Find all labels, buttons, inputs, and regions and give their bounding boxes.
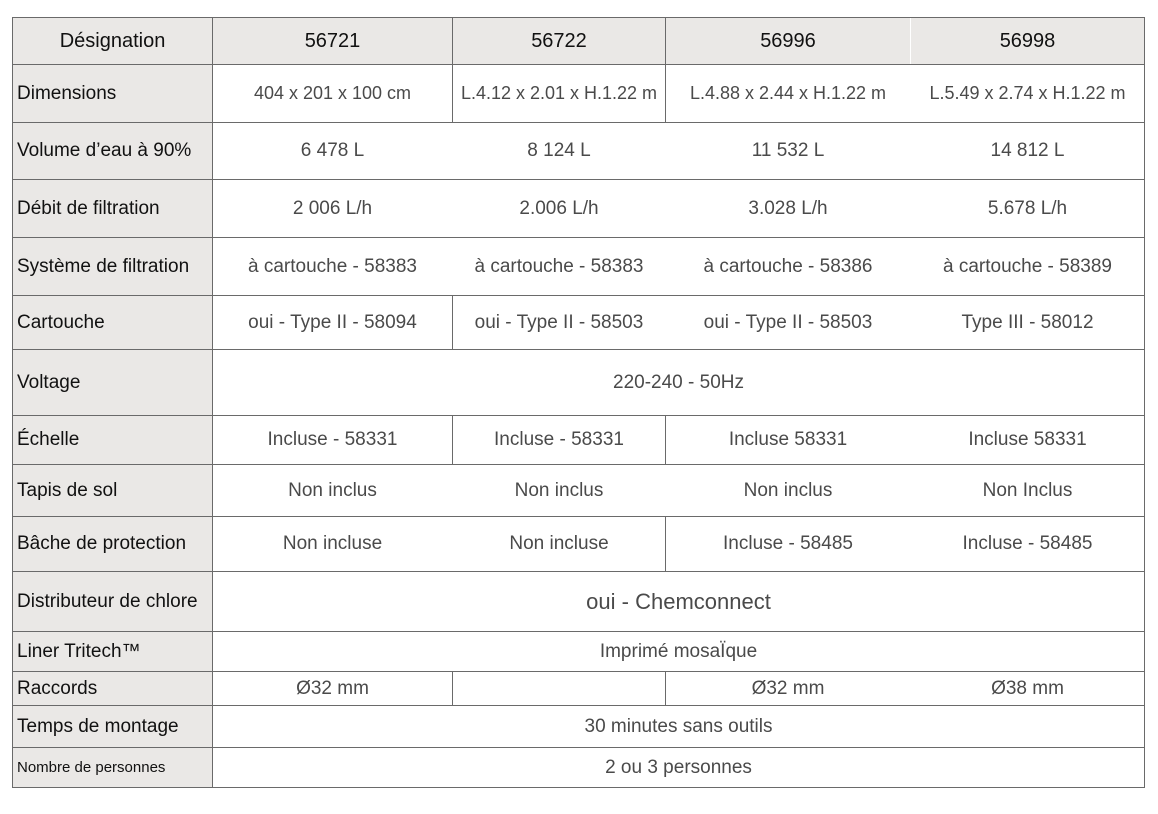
montage-label: Temps de montage — [13, 706, 213, 748]
dimensions-56998: L.5.49 x 2.74 x H.1.22 m — [911, 65, 1145, 123]
debit-56721: 2 006 L/h — [213, 180, 453, 238]
model-56722: 56722 — [453, 18, 666, 65]
chlore-value: oui - Chemconnect — [213, 572, 1145, 632]
row-debit — [13, 180, 1145, 238]
bache-56996: Incluse - 58485 — [666, 517, 911, 572]
systeme-56722: à cartouche - 58383 — [453, 238, 666, 296]
row-echelle — [13, 416, 1145, 465]
row-volume — [13, 123, 1145, 180]
cartouche-56721: oui - Type II - 58094 — [213, 296, 453, 350]
dimensions-56721: 404 x 201 x 100 cm — [213, 65, 453, 123]
echelle-56998: Incluse 58331 — [911, 416, 1145, 465]
bache-label: Bâche de protection — [13, 517, 213, 572]
tapis-56998: Non Inclus — [911, 465, 1145, 517]
echelle-56722: Incluse - 58331 — [453, 416, 666, 465]
raccords-56721: Ø32 mm — [213, 672, 453, 706]
tapis-label: Tapis de sol — [13, 465, 213, 517]
volume-56722: 8 124 L — [453, 123, 666, 180]
cartouche-56998: Type III - 58012 — [911, 296, 1145, 350]
header-row — [13, 18, 1145, 65]
raccords-56722 — [453, 672, 666, 706]
personnes-label: Nombre de personnes — [13, 748, 213, 788]
montage-value: 30 minutes sans outils — [213, 706, 1145, 748]
systeme-56998: à cartouche - 58389 — [911, 238, 1145, 296]
cartouche-56996: oui - Type II - 58503 — [666, 296, 911, 350]
personnes-value: 2 ou 3 personnes — [213, 748, 1145, 788]
row-chlore — [13, 572, 1145, 632]
systeme-label: Système de filtration — [13, 238, 213, 296]
volume-label: Volume d’eau à 90% — [13, 123, 213, 180]
echelle-56996: Incluse 58331 — [666, 416, 911, 465]
debit-56996: 3.028 L/h — [666, 180, 911, 238]
row-voltage — [13, 350, 1145, 416]
header-label: Désignation — [13, 18, 213, 65]
echelle-label: Échelle — [13, 416, 213, 465]
debit-label: Débit de filtration — [13, 180, 213, 238]
liner-value: Imprimé mosaÏque — [213, 632, 1145, 672]
systeme-56721: à cartouche - 58383 — [213, 238, 453, 296]
dimensions-56996: L.4.88 x 2.44 x H.1.22 m — [666, 65, 911, 123]
systeme-56996: à cartouche - 58386 — [666, 238, 911, 296]
tapis-56722: Non inclus — [453, 465, 666, 517]
dimensions-label: Dimensions — [13, 65, 213, 123]
cartouche-56722: oui - Type II - 58503 — [453, 296, 666, 350]
volume-56998: 14 812 L — [911, 123, 1145, 180]
row-liner — [13, 632, 1145, 672]
echelle-56721: Incluse - 58331 — [213, 416, 453, 465]
spec-table — [12, 17, 1145, 788]
row-cartouche — [13, 296, 1145, 350]
volume-56721: 6 478 L — [213, 123, 453, 180]
row-dimensions — [13, 65, 1145, 123]
dimensions-56722: L.4.12 x 2.01 x H.1.22 m — [453, 65, 666, 123]
row-raccords — [13, 672, 1145, 706]
model-56996: 56996 — [666, 18, 911, 65]
tapis-56721: Non inclus — [213, 465, 453, 517]
raccords-56996: Ø32 mm — [666, 672, 911, 706]
bache-56721: Non incluse — [213, 517, 453, 572]
debit-56998: 5.678 L/h — [911, 180, 1145, 238]
tapis-56996: Non inclus — [666, 465, 911, 517]
volume-56996: 11 532 L — [666, 123, 911, 180]
row-bache — [13, 517, 1145, 572]
row-systeme — [13, 238, 1145, 296]
row-personnes — [13, 748, 1145, 788]
raccords-56998: Ø38 mm — [911, 672, 1145, 706]
voltage-value: 220-240 - 50Hz — [213, 350, 1145, 416]
row-tapis — [13, 465, 1145, 517]
model-56998: 56998 — [911, 18, 1145, 65]
bache-56722: Non incluse — [453, 517, 666, 572]
chlore-label: Distributeur de chlore — [13, 572, 213, 632]
raccords-label: Raccords — [13, 672, 213, 706]
bache-56998: Incluse - 58485 — [911, 517, 1145, 572]
row-montage — [13, 706, 1145, 748]
model-56721: 56721 — [213, 18, 453, 65]
cartouche-label: Cartouche — [13, 296, 213, 350]
voltage-label: Voltage — [13, 350, 213, 416]
liner-label: Liner Tritech™ — [13, 632, 213, 672]
debit-56722: 2.006 L/h — [453, 180, 666, 238]
